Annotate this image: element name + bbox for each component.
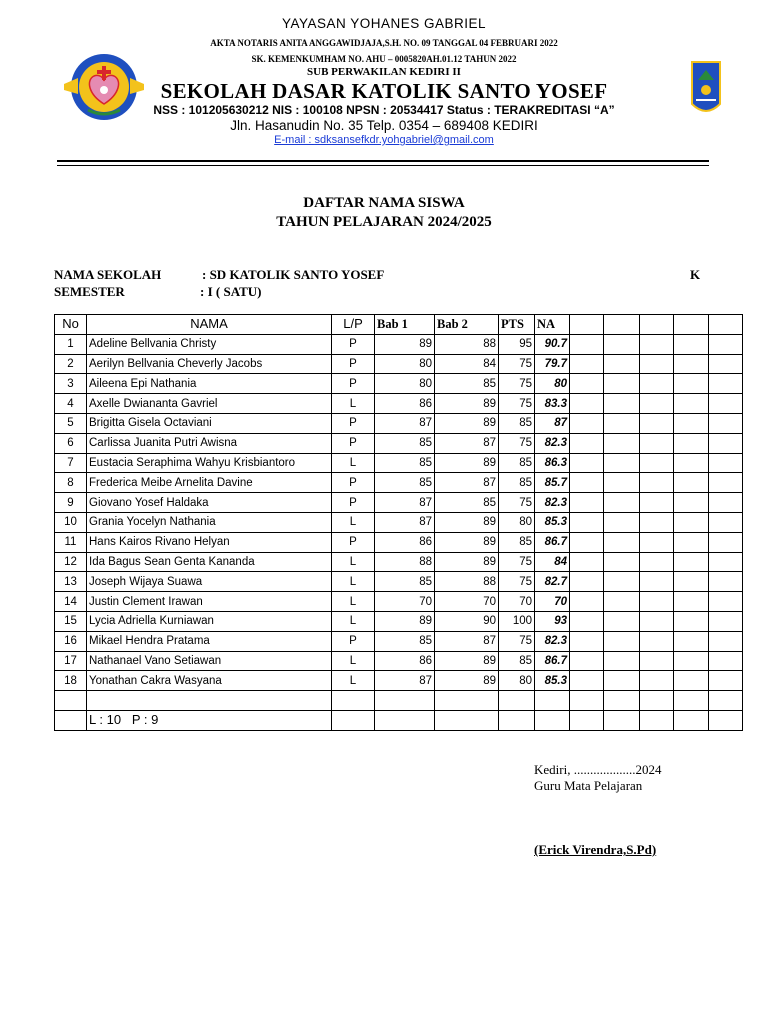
cell-bab1: 86 [375,532,435,552]
cell-na: 83.3 [535,394,570,414]
cell-bab1: 87 [375,493,435,513]
cell-pts: 75 [499,354,535,374]
cell-na: 86.7 [535,532,570,552]
cell-empty [604,631,640,651]
cell-na: 87 [535,413,570,433]
cell-bab1: 80 [375,374,435,394]
school-email[interactable] [0,134,768,146]
header-empty [674,315,709,335]
cell-no: 12 [55,552,87,572]
cell-bab2: 89 [435,394,499,414]
cell-empty [570,413,604,433]
cell-bab1: 70 [375,592,435,612]
cell-empty [674,512,709,532]
cell-no: 11 [55,532,87,552]
cell-empty [604,354,640,374]
cell-empty [709,631,743,651]
table-row [55,493,743,513]
cell-bab1: 85 [375,631,435,651]
table-row [55,354,743,374]
cell-empty [640,413,674,433]
cell-name: Mikael Hendra Pratama [87,631,332,651]
cell-empty [604,453,640,473]
table-row [55,394,743,414]
cell-no: 2 [55,354,87,374]
cell-empty [674,651,709,671]
cell-bab1: 89 [375,611,435,631]
cell-empty [709,710,743,730]
cell-empty [604,374,640,394]
cell-gender: P [332,334,375,354]
cell-empty [499,691,535,711]
cell-name: Frederica Meibe Arnelita Davine [87,473,332,493]
table-row [55,453,743,473]
cell-empty [709,394,743,414]
table-header-row [55,315,743,335]
cell-empty [674,334,709,354]
cell-name: Yonathan Cakra Wasyana [87,671,332,691]
cell-gender: L [332,572,375,592]
cell-no: 7 [55,453,87,473]
cell-no: 14 [55,592,87,612]
cell-pts: 100 [499,611,535,631]
signature-place-date: Kediri, ...................2024 [534,762,662,777]
cell-empty [674,453,709,473]
cell-empty [570,354,604,374]
cell-no: 15 [55,611,87,631]
cell-empty [674,572,709,592]
cell-empty [604,493,640,513]
cell-na: 86.7 [535,651,570,671]
student-table [54,314,743,731]
cell-empty [640,631,674,651]
cell-empty [570,592,604,612]
cell-empty [674,611,709,631]
cell-name: Joseph Wijaya Suawa [87,572,332,592]
cell-empty [570,334,604,354]
cell-na: 85.7 [535,473,570,493]
header-pts: PTS [499,315,535,335]
cell-no: 17 [55,651,87,671]
cell-empty [640,611,674,631]
cell-empty [570,691,604,711]
signature-name: (Erick Virendra,S.Pd) [534,842,657,857]
cell-empty [674,631,709,651]
document-title: DAFTAR NAMA SISWA [303,195,465,211]
cell-empty [709,651,743,671]
cell-empty [332,691,375,711]
cell-empty [640,433,674,453]
cell-na: 85.3 [535,512,570,532]
ministry-decree: SK. KEMENKUMHAM NO. AHU – 0005820AH.01.12 TAHUN 2022 [251,54,517,64]
cell-empty [570,453,604,473]
cell-empty [709,671,743,691]
cell-bab1: 85 [375,473,435,493]
cell-pts: 85 [499,532,535,552]
school-address: Jln. Hasanudin No. 35 Telp. 0354 – 689408 KEDIRI [230,118,538,133]
cell-empty [709,374,743,394]
cell-na: 82.3 [535,433,570,453]
cell-empty [604,334,640,354]
cell-bab2: 89 [435,413,499,433]
cell-empty [640,334,674,354]
cell-empty [640,710,674,730]
cell-empty [674,493,709,513]
truncated-text: K [690,267,701,282]
semester-label: SEMESTER [54,284,125,299]
cell-bab2: 70 [435,592,499,612]
cell-pts: 85 [499,651,535,671]
semester-value: : I ( SATU) [200,284,262,299]
cell-empty [674,592,709,612]
cell-empty [570,710,604,730]
cell-empty [87,691,332,711]
table-row [55,374,743,394]
cell-empty [604,592,640,612]
cell-empty [709,354,743,374]
cell-empty [640,532,674,552]
header-empty [604,315,640,335]
table-row [55,532,743,552]
cell-empty [640,572,674,592]
cell-bab1: 85 [375,572,435,592]
school-value: : SD KATOLIK SANTO YOSEF [202,267,385,282]
cell-empty [604,433,640,453]
cell-empty [604,671,640,691]
cell-name: Adeline Bellvania Christy [87,334,332,354]
cell-bab1: 87 [375,413,435,433]
cell-gender: L [332,512,375,532]
cell-name: Ida Bagus Sean Genta Kananda [87,552,332,572]
cell-empty [640,512,674,532]
cell-empty [604,611,640,631]
cell-empty [674,691,709,711]
cell-na: 79.7 [535,354,570,374]
cell-empty [640,453,674,473]
school-label: NAMA SEKOLAH [54,267,162,282]
cell-bab2: 89 [435,512,499,532]
table-row [55,512,743,532]
cell-empty [570,611,604,631]
cell-empty [604,473,640,493]
cell-bab1: 89 [375,334,435,354]
cell-empty [570,433,604,453]
cell-na: 93 [535,611,570,631]
table-row [55,413,743,433]
signature-role: Guru Mata Pelajaran [534,778,643,793]
cell-bab2: 89 [435,651,499,671]
cell-pts: 75 [499,433,535,453]
cell-empty [640,354,674,374]
academic-year: TAHUN PELAJARAN 2024/2025 [276,214,492,230]
cell-empty [435,710,499,730]
cell-empty [570,532,604,552]
cell-bab2: 87 [435,473,499,493]
table-row [55,611,743,631]
cell-empty [332,710,375,730]
cell-gender: L [332,651,375,671]
table-row [55,572,743,592]
cell-empty [709,413,743,433]
header-bab2: Bab 2 [435,315,499,335]
cell-empty [709,512,743,532]
cell-empty [709,433,743,453]
table-row [55,651,743,671]
cell-empty [640,691,674,711]
sub-representative: SUB PERWAKILAN KEDIRI II [307,66,461,78]
table-row [55,671,743,691]
cell-gender: L [332,552,375,572]
table-row [55,473,743,493]
cell-empty [375,710,435,730]
cell-gender: P [332,473,375,493]
cell-pts: 75 [499,631,535,651]
cell-no: 9 [55,493,87,513]
cell-bab2: 90 [435,611,499,631]
cell-empty [604,572,640,592]
cell-empty [674,532,709,552]
cell-empty [640,473,674,493]
notary-deed: AKTA NOTARIS ANITA ANGGAWIDJAJA,S.H. NO. 09 TANGGAL 04 FEBRUARI 2022 [210,38,558,48]
cell-no: 16 [55,631,87,651]
cell-name: Aileena Epi Nathania [87,374,332,394]
cell-empty [499,710,535,730]
cell-name: Axelle Dwiananta Gavriel [87,394,332,414]
cell-pts: 85 [499,453,535,473]
cell-bab1: 88 [375,552,435,572]
cell-name: Hans Kairos Rivano Helyan [87,532,332,552]
cell-no: 1 [55,334,87,354]
cell-empty [674,433,709,453]
cell-pts: 70 [499,592,535,612]
cell-gender: L [332,453,375,473]
cell-empty [604,651,640,671]
cell-no: 10 [55,512,87,532]
header-empty [570,315,604,335]
cell-empty [570,374,604,394]
cell-na: 82.3 [535,631,570,651]
cell-na: 90.7 [535,334,570,354]
cell-empty [604,394,640,414]
cell-no: 13 [55,572,87,592]
cell-bab2: 89 [435,453,499,473]
table-row [55,334,743,354]
cell-empty [709,532,743,552]
letterhead-divider-thin [57,165,709,166]
cell-bab2: 84 [435,354,499,374]
header-bab1: Bab 1 [375,315,435,335]
cell-bab1: 85 [375,453,435,473]
cell-pts: 75 [499,572,535,592]
cell-empty [604,512,640,532]
cell-bab2: 85 [435,374,499,394]
cell-bab2: 87 [435,433,499,453]
cell-bab2: 89 [435,552,499,572]
header-gender: L/P [332,315,375,335]
cell-no: 3 [55,374,87,394]
cell-na: 86.3 [535,453,570,473]
cell-pts: 85 [499,413,535,433]
cell-empty [709,453,743,473]
email-label: E-mail : [274,134,315,146]
cell-na: 84 [535,552,570,572]
cell-pts: 85 [499,473,535,493]
cell-empty [570,552,604,572]
cell-na: 82.7 [535,572,570,592]
cell-empty [674,413,709,433]
cell-empty [674,354,709,374]
table-row [55,433,743,453]
cell-empty [570,651,604,671]
cell-na: 82.3 [535,493,570,513]
cell-empty [674,374,709,394]
cell-bab1: 86 [375,394,435,414]
table-row-blank [55,691,743,711]
cell-name: Lycia Adriella Kurniawan [87,611,332,631]
cell-empty [674,473,709,493]
cell-pts: 95 [499,334,535,354]
cell-empty [674,552,709,572]
cell-gender: P [332,532,375,552]
cell-name: Eustacia Seraphima Wahyu Krisbiantoro [87,453,332,473]
cell-empty [570,512,604,532]
cell-empty [535,691,570,711]
cell-bab1: 85 [375,433,435,453]
email-address[interactable]: sdksansefkdr.yohgabriel@gmail.com [314,134,494,146]
header-empty [709,315,743,335]
cell-gender: L [332,671,375,691]
cell-gender: L [332,611,375,631]
cell-na: 70 [535,592,570,612]
cell-name: Nathanael Vano Setiawan [87,651,332,671]
cell-na: 85.3 [535,671,570,691]
cell-gender: P [332,493,375,513]
cell-bab2: 88 [435,334,499,354]
cell-empty [570,671,604,691]
table-row [55,631,743,651]
cell-empty [640,374,674,394]
cell-empty [674,671,709,691]
cell-no: 6 [55,433,87,453]
cell-gender: P [332,631,375,651]
cell-empty [640,651,674,671]
cell-empty [604,413,640,433]
cell-pts: 75 [499,394,535,414]
cell-bab2: 87 [435,631,499,651]
cell-empty [570,631,604,651]
cell-empty [375,691,435,711]
cell-empty [640,592,674,612]
cell-gender: P [332,354,375,374]
cell-empty [55,710,87,730]
cell-empty [709,473,743,493]
cell-empty [640,493,674,513]
cell-gender: L [332,394,375,414]
cell-empty [55,691,87,711]
cell-empty [435,691,499,711]
gender-summary: L : 10 P : 9 [87,710,332,730]
cell-gender: P [332,413,375,433]
cell-empty [709,552,743,572]
cell-name: Grania Yocelyn Nathania [87,512,332,532]
cell-bab1: 87 [375,512,435,532]
cell-pts: 75 [499,493,535,513]
foundation-name: YAYASAN YOHANES GABRIEL [281,16,487,31]
cell-no: 5 [55,413,87,433]
cell-empty [604,532,640,552]
cell-empty [674,394,709,414]
cell-gender: L [332,592,375,612]
cell-no: 18 [55,671,87,691]
cell-gender: P [332,433,375,453]
cell-empty [709,691,743,711]
cell-empty [570,572,604,592]
cell-bab2: 89 [435,532,499,552]
cell-bab2: 88 [435,572,499,592]
cell-empty [709,493,743,513]
cell-empty [535,710,570,730]
school-identity: NSS : 101205630212 NIS : 100108 NPSN : 20534417 Status : TERAKREDITASI “A” [153,103,615,117]
cell-empty [640,671,674,691]
cell-no: 8 [55,473,87,493]
cell-empty [640,552,674,572]
cell-empty [674,710,709,730]
cell-pts: 80 [499,671,535,691]
cell-empty [709,334,743,354]
cell-empty [570,473,604,493]
cell-name: Giovano Yosef Haldaka [87,493,332,513]
letterhead-divider-thick [57,160,709,162]
cell-bab1: 87 [375,671,435,691]
cell-no: 4 [55,394,87,414]
cell-empty [570,493,604,513]
header-no: No [55,315,87,335]
table-row [55,592,743,612]
cell-empty [709,572,743,592]
header-na: NA [535,315,570,335]
cell-pts: 75 [499,552,535,572]
cell-pts: 75 [499,374,535,394]
cell-empty [604,691,640,711]
cell-empty [640,394,674,414]
cell-bab2: 85 [435,493,499,513]
header-empty [640,315,674,335]
cell-empty [709,611,743,631]
table-row [55,552,743,572]
header-name: NAMA [87,315,332,335]
cell-pts: 80 [499,512,535,532]
cell-gender: P [332,374,375,394]
cell-name: Justin Clement Irawan [87,592,332,612]
table-summary-row [55,710,743,730]
cell-empty [570,394,604,414]
cell-na: 80 [535,374,570,394]
school-name: SEKOLAH DASAR KATOLIK SANTO YOSEF [160,79,608,103]
cell-bab1: 80 [375,354,435,374]
cell-name: Brigitta Gisela Octaviani [87,413,332,433]
cell-empty [604,552,640,572]
cell-bab1: 86 [375,651,435,671]
cell-empty [604,710,640,730]
cell-empty [709,592,743,612]
cell-name: Aerilyn Bellvania Cheverly Jacobs [87,354,332,374]
cell-name: Carlissa Juanita Putri Awisna [87,433,332,453]
cell-bab2: 89 [435,671,499,691]
